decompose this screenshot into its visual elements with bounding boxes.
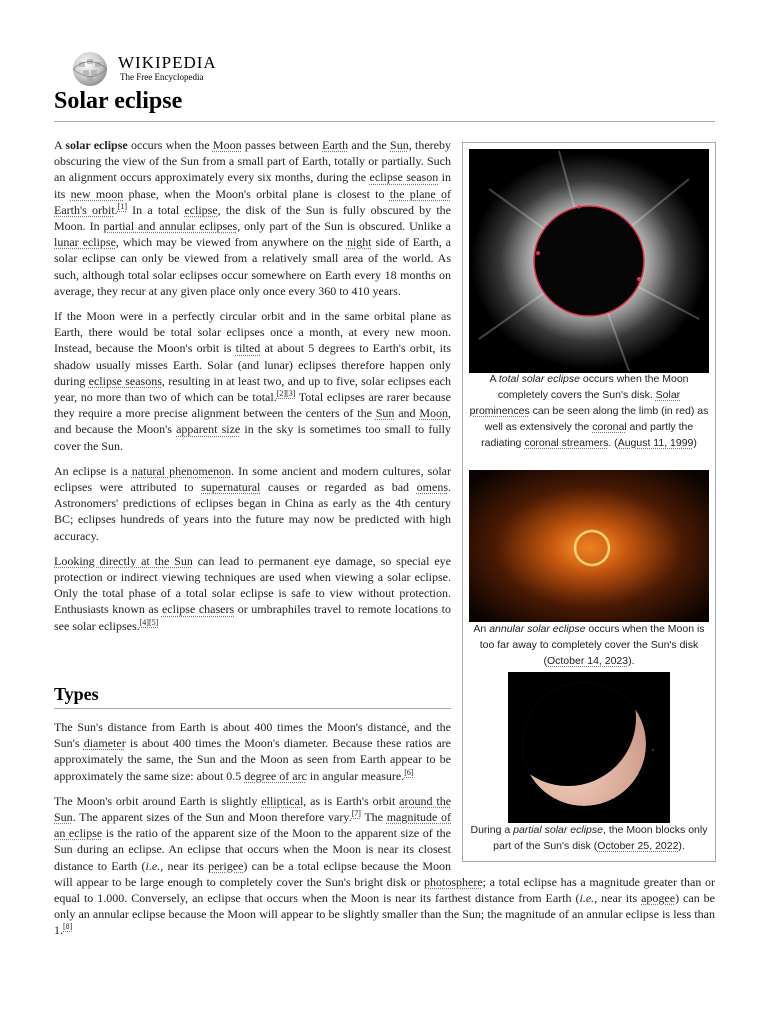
article-link[interactable]: coronal [592,421,627,433]
text-run: and partly the radiating [481,421,694,449]
title-divider [54,121,715,122]
text-run: and [394,406,420,421]
text-run: Total eclipses are rarer because they require a more precise alignment between the centers of the [54,390,451,421]
text-run: occurs when the Moon is too far away to completely cover the Sun's disk ( [479,623,705,667]
text-run: , the disk of the Sun is fully obscured by the Moon. In [54,202,452,234]
page-title: Solar eclipse [54,88,183,114]
text-run: and the [348,138,391,152]
article-link[interactable]: apogee [641,891,676,906]
citation-link[interactable]: [1] [117,201,127,211]
article-link[interactable]: elliptical [261,793,304,808]
paragraph-lead-4 [54,553,451,634]
article-link[interactable]: Looking directly at the Sun [54,553,193,568]
article-link[interactable]: degree of arc [244,768,307,783]
article-link[interactable]: supernatural [201,480,261,495]
text-run: can lead to permanent eye damage, so special eye protection or indirect viewing techniques are used when viewing a solar eclipse. Only the total phase of a total solar eclipse is safe to view without protection. Enthusiasts known as [54,553,452,617]
text-run: A [54,138,66,152]
article-link[interactable]: October 25, 2022 [597,840,679,852]
text-run: . [114,202,118,217]
text-run: ). [628,655,635,667]
article-link[interactable]: photosphere [424,874,483,889]
article-link[interactable]: apparent size [176,422,241,437]
text-run: . ( [608,437,618,449]
site-tagline: The Free Encyclopedia [120,72,204,82]
text-run: in the sky is sometimes too small to fully cover the Sun. [54,422,451,453]
article-link[interactable]: Sun [375,406,395,421]
paragraph-lead-2 [54,308,451,454]
text-run: . In some ancient and modern cultures, solar eclipses were attributed to [54,463,451,495]
article-link[interactable]: Moon [419,406,448,421]
section-heading-types: Types [54,684,99,704]
text-run: at about 5 degrees to Earth's orbit, its shadow usually misses Earth. Solar (and lunar) eclipses therefore happen only during [54,341,451,388]
article-link[interactable]: tilted [235,341,261,356]
article-link[interactable]: eclipse chasers [161,602,235,617]
article-link[interactable]: eclipse [184,202,218,217]
text-run: , near its [594,891,642,906]
infobox-spacer [451,719,715,865]
text-run: in angular measure. [306,768,405,783]
text-run: , and because the Moon's [54,406,451,437]
italic-term: annular solar eclipse [489,623,586,635]
italic-term: partial solar eclipse [513,824,603,836]
article-link[interactable]: August 11, 1999 [617,437,694,449]
italic-term: total solar eclipse [498,373,580,385]
article-link[interactable]: Moon [212,138,242,152]
italic-term: i.e. [579,891,595,906]
article-link[interactable]: coronal streamers [524,437,609,449]
text-run: An [473,623,490,635]
wikipedia-globe-icon [69,50,111,88]
text-run: side of Earth, a solar eclipse can only be viewed from a relatively small area of the world. As such, although total solar eclipses occur somewhere on Earth every 18 months on average, they recur at any given place only once every 360 to 410 years. [54,235,452,298]
article-link[interactable]: natural phenomenon [131,463,232,478]
annular-eclipse-image[interactable] [469,470,709,622]
article-link[interactable]: Solar prominences [469,389,681,417]
article-link[interactable]: eclipse seasons [88,373,162,388]
text-run: ) [693,437,697,449]
italic-term: i.e. [145,858,161,873]
text-run: phase, when the Moon's orbital plane is closest to [123,186,390,201]
article-link[interactable]: partial and annular eclipses [103,219,238,234]
total-eclipse-image[interactable] [469,149,709,373]
text-run: , the Moon blocks only part of the Sun's disk ( [493,824,708,852]
text-run: . Astronomers' predictions of eclipses began in China as early as the 4th century BC; eclipses hundreds of years into the future may now be predicted with high accuracy. [54,480,452,543]
text-run: The [360,810,387,825]
section-divider [54,708,451,709]
text-run: The Sun's distance from Earth is about 400 times the Moon's distance, and the Sun's [54,720,451,751]
article-link[interactable]: night [346,235,372,250]
text-run: ) can be a total eclipse because the Moon will appear to be large enough to completely cover the Sun's bright disk or [54,858,451,889]
article-link[interactable]: lunar eclipse [54,235,116,250]
text-run: is the ratio of the apparent size of the Moon to the apparent size of the Sun during an eclipse. An eclipse that occurs when the Moon is near its closest distance to Earth ( [54,826,451,873]
text-run: . The apparent sizes of the Sun and Moon therefore vary. [72,810,352,825]
citation-link[interactable]: [8] [63,922,73,932]
total-eclipse-caption [469,371,709,451]
article-link[interactable]: Sun [390,138,409,152]
article-link[interactable]: October 14, 2023 [546,655,629,667]
text-run: A [489,373,499,385]
site-wordmark: WIKIPEDIA [118,53,217,72]
text-run: An eclipse is a [54,463,132,478]
citation-link[interactable]: [4][5] [139,617,159,627]
text-run: , resulting in at least two, and up to five, solar eclipses each year, no more than two of which can be total. [54,373,451,405]
text-run: , as is Earth's orbit [303,793,400,808]
text-run: causes or regarded as bad [260,480,417,495]
article-link[interactable]: diameter [83,736,126,751]
text-run: is about 400 times the Moon's diameter. Because these ratios are approximately the same, the Sun and the Moon as seen from Earth appear to be approximately the same size: about 0.5 [54,736,451,783]
text-run: , only part of the Sun is obscured. Unlike a [237,219,452,234]
article-lead [54,137,451,643]
text-run: , thereby obscuring the view of the Sun from a small part of Earth, totally or partially. Such an alignment occurs approximately every six months, during the [54,138,451,185]
text-run: In a total [126,202,185,217]
citation-link[interactable]: [6] [404,767,414,777]
article-link[interactable]: the plane of Earth's orbit [54,186,451,217]
text-run: in its [54,170,451,201]
text-run: can be seen along the limb (in red) as well as extensively the [484,405,709,433]
text-run: , near its [160,858,209,873]
article-link[interactable]: omens [416,480,449,495]
text-run: During a [470,824,514,836]
annular-eclipse-caption [469,621,709,669]
article-link[interactable]: new moon [70,186,124,201]
text-run: ; a total eclipse has a magnitude greater than or equal to 1.000. Conversely, an eclipse that occurs when the Moon is near its farthest distance from Earth ( [54,874,715,906]
article-link[interactable]: around the Sun [54,793,452,825]
text-run: occurs when the [127,138,213,152]
text-run: The Moon's orbit around Earth is slightly [54,793,262,808]
article-link[interactable]: Earth [322,138,349,152]
text-run: or umbraphiles travel to remote locations to see solar eclipses. [54,602,451,633]
text-run: passes between [241,138,323,152]
article-link[interactable]: eclipse season [369,170,439,185]
types-section [54,719,715,948]
citation-link[interactable]: [2][3] [276,389,296,399]
text-run: ) can be only an annular eclipse because the Moon will appear to be slightly smaller than the Sun; the magnitude of an annular eclipse is less than 1. [54,891,715,938]
text-run: ). [678,840,685,852]
citation-link[interactable]: [7] [351,809,361,819]
paragraph-lead-1 [54,137,451,299]
bold-term: solar eclipse [65,138,128,152]
text-run: , which may be viewed from anywhere on the [115,235,347,250]
text-run: If the Moon were in a perfectly circular orbit and in the same orbital plane as Earth, there would be total solar eclipses once a month, at every new moon. Instead, because the Moon's orbit is [54,309,451,356]
paragraph-lead-3 [54,463,451,544]
article-link[interactable]: perigee [208,858,244,873]
article-link[interactable]: magnitude of an eclipse [54,810,452,841]
text-run: occurs when the Moon completely covers the Sun's disk. [497,373,689,401]
